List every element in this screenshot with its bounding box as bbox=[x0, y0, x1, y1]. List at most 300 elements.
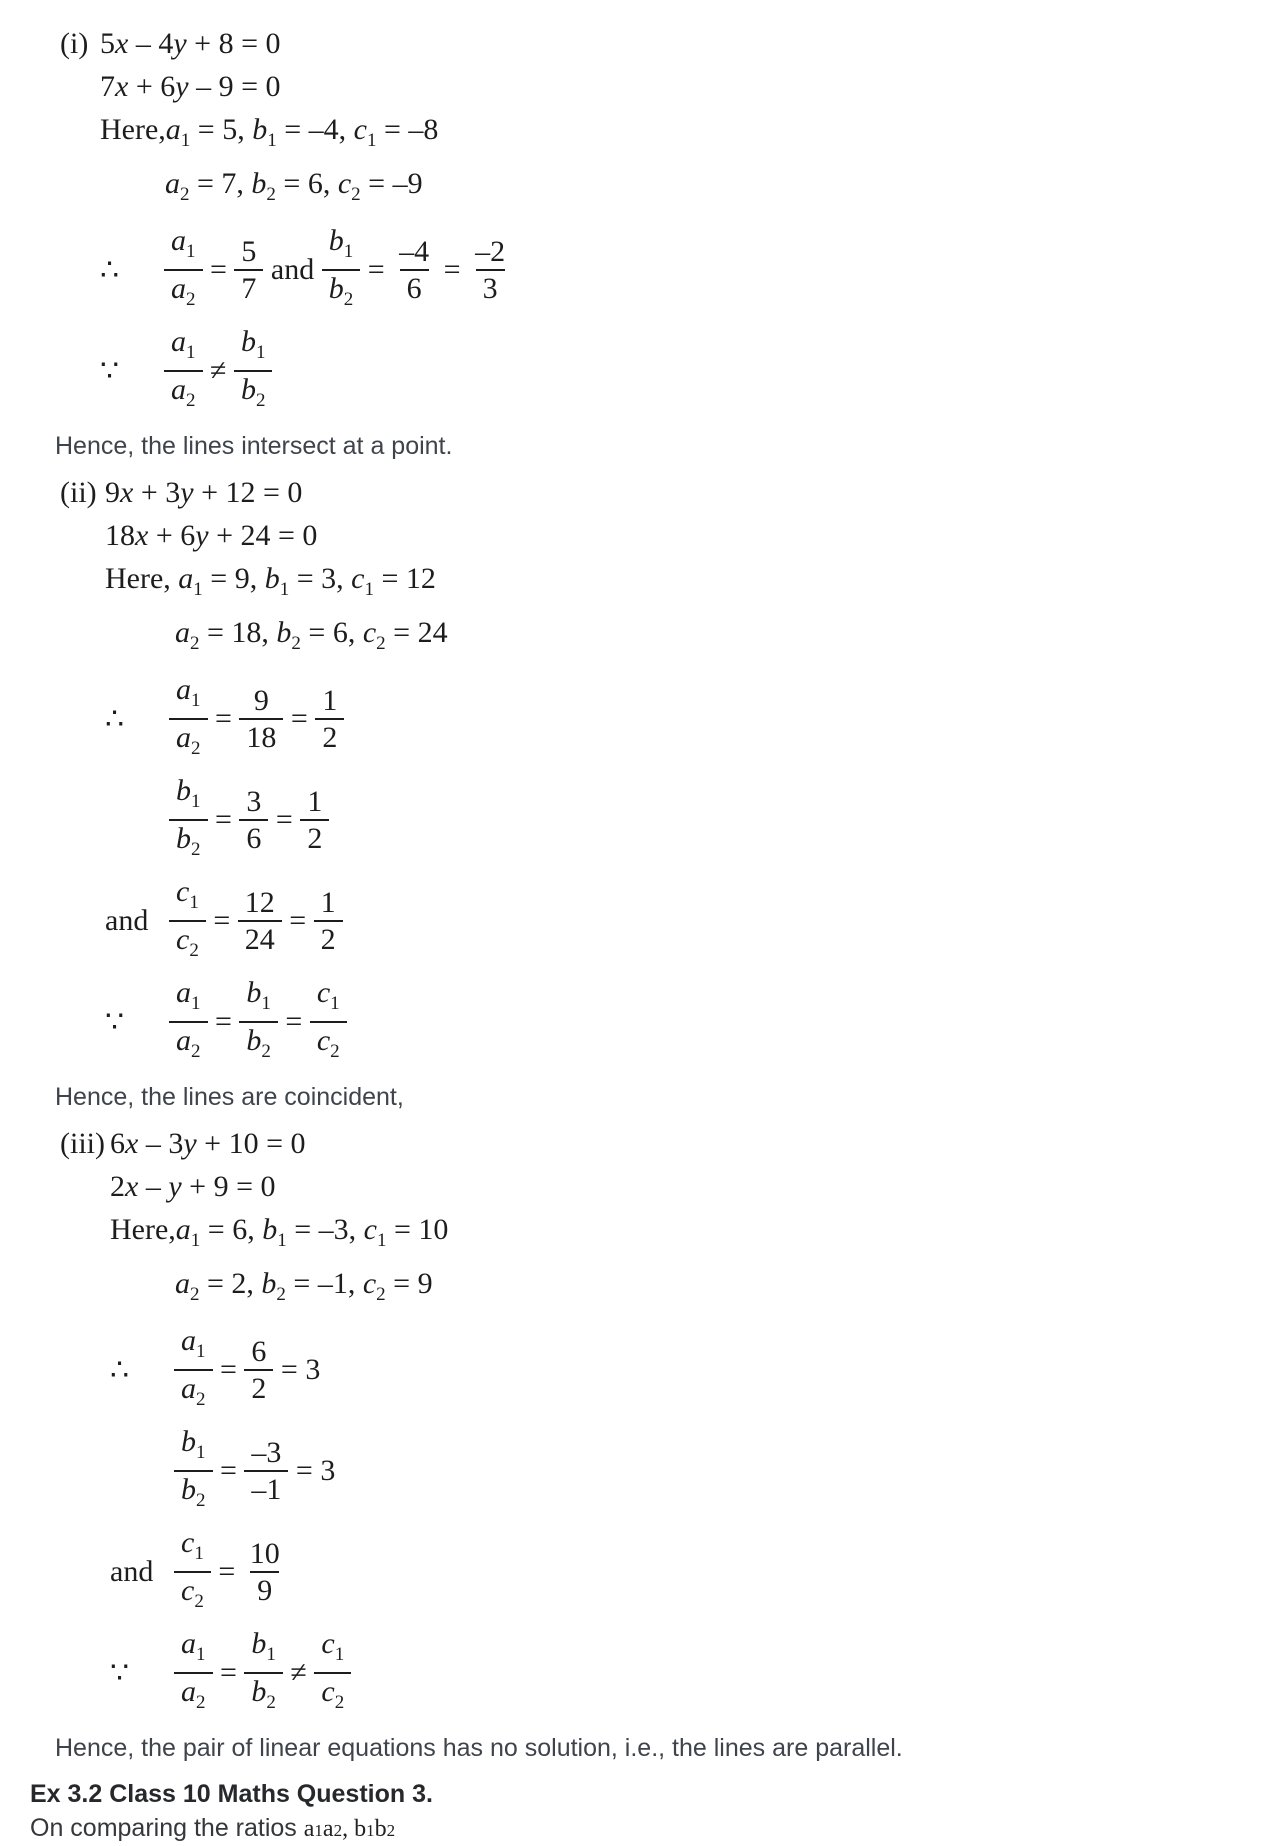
solution-sections bbox=[0, 22, 1275, 1763]
math-fraction bbox=[174, 1626, 213, 1720]
math-token: = bbox=[202, 253, 235, 286]
math-expression bbox=[164, 223, 512, 317]
math-token: = 18, bbox=[199, 616, 277, 649]
math-token: c bbox=[362, 616, 377, 649]
math-token: 1 bbox=[191, 993, 201, 1014]
fraction-numerator bbox=[468, 234, 512, 269]
math-token: 1 bbox=[196, 1644, 206, 1665]
math-token: 2 bbox=[191, 1041, 201, 1062]
math-token: 2 bbox=[110, 1170, 125, 1203]
item-label: (iii) bbox=[60, 1127, 113, 1160]
fraction-numerator bbox=[234, 234, 263, 269]
math-token: 2 bbox=[351, 184, 361, 205]
math-token: 1 bbox=[267, 130, 277, 151]
math-token: a bbox=[303, 1816, 315, 1842]
next-question-footer bbox=[0, 1779, 1275, 1846]
math-token: a bbox=[171, 325, 186, 358]
math-token: = bbox=[205, 904, 238, 937]
math-token: 2 bbox=[266, 1692, 276, 1713]
math-token: 1 bbox=[189, 892, 199, 913]
fraction-denominator bbox=[164, 269, 203, 317]
fraction-denominator bbox=[174, 1369, 213, 1417]
math-row bbox=[0, 162, 1275, 216]
math-token: b bbox=[240, 373, 256, 406]
math-expression bbox=[110, 1127, 306, 1160]
fraction-numerator bbox=[169, 672, 208, 718]
therefore-symbol: ∴ bbox=[100, 253, 120, 287]
math-token: = 9, bbox=[202, 562, 265, 595]
math-fraction bbox=[243, 1536, 287, 1608]
math-token: 2 bbox=[191, 839, 201, 860]
math-token: c bbox=[362, 1267, 377, 1300]
fraction-numerator bbox=[314, 885, 343, 920]
math-expression bbox=[105, 476, 302, 509]
math-token: 2 bbox=[376, 633, 386, 654]
math-token: 2 bbox=[191, 738, 201, 759]
math-token: 9 bbox=[257, 1574, 273, 1607]
math-token: b bbox=[328, 224, 344, 257]
math-token: 2 bbox=[261, 1041, 271, 1062]
math-token: + 24 = 0 bbox=[208, 519, 318, 552]
math-token: + 12 = 0 bbox=[193, 476, 303, 509]
math-token: 2 bbox=[180, 184, 190, 205]
math-row bbox=[0, 557, 1275, 611]
math-expression bbox=[169, 975, 347, 1069]
math-expression bbox=[174, 1323, 320, 1417]
fraction-numerator bbox=[239, 975, 278, 1021]
math-token: b bbox=[328, 272, 344, 305]
math-token: a bbox=[176, 976, 191, 1009]
math-token: Here, bbox=[100, 113, 166, 146]
conclusion-text: Hence, the pair of linear equations has no solution, i.e., the lines are parallel. bbox=[55, 1734, 903, 1762]
math-expression bbox=[164, 324, 272, 418]
math-token: 2 bbox=[291, 633, 301, 654]
math-token: x bbox=[135, 519, 149, 552]
math-fraction bbox=[315, 683, 344, 755]
math-token: 1 bbox=[364, 579, 374, 600]
ratio-expression bbox=[304, 1816, 395, 1842]
math-token: a bbox=[171, 373, 186, 406]
fraction-denominator bbox=[310, 1021, 347, 1069]
math-token: c bbox=[181, 1526, 195, 1559]
math-row bbox=[0, 471, 1275, 514]
fraction-numerator bbox=[174, 1323, 213, 1369]
math-token: x bbox=[125, 1127, 139, 1160]
solution-document bbox=[0, 22, 1275, 1846]
math-token: = 7, bbox=[189, 167, 252, 200]
fraction-numerator bbox=[169, 773, 208, 819]
math-token: = –9 bbox=[360, 167, 423, 200]
math-token: = bbox=[210, 1555, 243, 1588]
math-token: + 6 bbox=[148, 519, 196, 552]
math-token: 7 bbox=[100, 70, 115, 103]
math-token: x bbox=[115, 70, 129, 103]
fraction-denominator bbox=[174, 1470, 213, 1518]
math-fraction bbox=[164, 223, 203, 317]
math-expression bbox=[174, 1525, 287, 1619]
solution-section-ii bbox=[0, 471, 1275, 1112]
fraction-denominator bbox=[400, 269, 429, 306]
math-token: x bbox=[115, 27, 129, 60]
math-fraction bbox=[244, 1626, 283, 1720]
math-row bbox=[0, 65, 1275, 108]
math-token: 1 bbox=[266, 1644, 276, 1665]
math-token: c bbox=[363, 1213, 377, 1246]
fraction-numerator bbox=[244, 1334, 273, 1369]
math-token: 1 bbox=[376, 1230, 387, 1251]
math-fraction bbox=[322, 223, 361, 317]
fraction-denominator bbox=[244, 1369, 273, 1406]
math-row bbox=[0, 1323, 1275, 1417]
fraction-numerator bbox=[322, 223, 361, 269]
math-token: 2 bbox=[307, 822, 323, 855]
math-row bbox=[0, 223, 1275, 317]
math-token: 2 bbox=[196, 1490, 206, 1511]
fraction-numerator bbox=[164, 223, 203, 269]
math-token: 18 bbox=[246, 721, 277, 754]
math-token: c bbox=[181, 1574, 195, 1607]
math-fraction bbox=[174, 1323, 213, 1417]
math-token: 1 bbox=[314, 1821, 323, 1840]
math-token: c bbox=[176, 875, 190, 908]
math-fraction bbox=[239, 975, 278, 1069]
math-expression bbox=[100, 27, 281, 60]
math-fraction bbox=[234, 324, 273, 418]
math-token: a bbox=[178, 562, 194, 595]
math-fraction bbox=[300, 784, 329, 856]
math-row bbox=[0, 773, 1275, 867]
math-token: c bbox=[351, 562, 365, 595]
math-fraction bbox=[164, 324, 203, 418]
math-token: b bbox=[354, 1816, 367, 1842]
math-fraction bbox=[234, 234, 263, 306]
math-token: 2 bbox=[333, 1821, 343, 1840]
math-token: 6 bbox=[110, 1127, 125, 1160]
math-fraction bbox=[244, 1334, 273, 1406]
math-token: 2 bbox=[190, 1284, 200, 1305]
math-token: b bbox=[252, 113, 268, 146]
conclusion-text: Hence, the lines intersect at a point. bbox=[55, 432, 453, 460]
fraction-denominator bbox=[169, 920, 206, 968]
fraction-numerator bbox=[234, 324, 273, 370]
math-token: y bbox=[180, 476, 194, 509]
math-token: c bbox=[353, 113, 367, 146]
question-body bbox=[30, 1813, 1275, 1846]
math-token: 9 bbox=[105, 476, 120, 509]
math-token: + 3 bbox=[133, 476, 181, 509]
math-token: + 8 = 0 bbox=[186, 27, 281, 60]
math-expression bbox=[165, 167, 423, 205]
math-token: Here, bbox=[110, 1213, 176, 1246]
math-token: a bbox=[171, 272, 186, 305]
fraction-denominator bbox=[300, 819, 329, 856]
math-expression bbox=[175, 1267, 433, 1305]
math-token: = 12 bbox=[373, 562, 436, 595]
fraction-numerator bbox=[243, 1536, 287, 1571]
math-token: 24 bbox=[244, 923, 275, 956]
fraction-numerator bbox=[174, 1424, 213, 1470]
fraction-denominator bbox=[239, 1021, 278, 1069]
math-token: 2 bbox=[276, 1284, 286, 1305]
math-fraction bbox=[314, 1626, 351, 1720]
fraction-denominator bbox=[164, 370, 203, 418]
math-expression bbox=[100, 70, 281, 103]
math-token: –4 bbox=[399, 235, 430, 268]
math-row bbox=[0, 611, 1275, 665]
fraction-numerator bbox=[244, 1435, 288, 1470]
math-token: + 6 bbox=[128, 70, 176, 103]
fraction-denominator bbox=[174, 1571, 211, 1619]
math-token: b bbox=[261, 1267, 277, 1300]
math-fraction bbox=[239, 683, 283, 755]
math-token: 1 bbox=[255, 342, 266, 363]
fraction-denominator bbox=[169, 819, 208, 867]
fraction-denominator bbox=[169, 718, 208, 766]
math-expression bbox=[174, 1626, 351, 1720]
math-token: 1 bbox=[194, 1543, 204, 1564]
math-token: = bbox=[436, 253, 469, 286]
math-token: 5 bbox=[100, 27, 115, 60]
math-token: 1 bbox=[322, 684, 338, 717]
math-token: 1 bbox=[320, 886, 336, 919]
math-token: a bbox=[175, 1267, 190, 1300]
math-token: – 9 = 0 bbox=[188, 70, 281, 103]
math-token: y bbox=[183, 1127, 197, 1160]
math-fraction bbox=[310, 975, 347, 1069]
math-token: 2 bbox=[386, 1821, 396, 1840]
math-token: y bbox=[168, 1170, 182, 1203]
math-token: = 3 bbox=[288, 1454, 336, 1487]
math-token: = bbox=[283, 702, 316, 735]
fraction-numerator bbox=[314, 1626, 351, 1672]
math-token: = 9 bbox=[385, 1267, 433, 1300]
math-expression bbox=[110, 1213, 449, 1251]
fraction-numerator bbox=[174, 1626, 213, 1672]
math-token: 1 bbox=[190, 1230, 201, 1251]
math-token: = bbox=[212, 1454, 245, 1487]
math-token: = –3, bbox=[286, 1213, 364, 1246]
math-token: a bbox=[181, 1675, 196, 1708]
math-token: = bbox=[268, 803, 301, 836]
math-expression bbox=[169, 773, 329, 867]
math-token: ≠ bbox=[202, 354, 234, 387]
math-token: 9 bbox=[253, 684, 269, 717]
fraction-numerator bbox=[169, 975, 208, 1021]
math-fraction bbox=[392, 234, 436, 306]
math-token: – 4 bbox=[128, 27, 174, 60]
fraction-denominator bbox=[169, 1021, 208, 1069]
math-token: 3 bbox=[246, 785, 262, 818]
math-token: = bbox=[281, 904, 314, 937]
fraction-numerator bbox=[164, 324, 203, 370]
fraction-numerator bbox=[238, 885, 282, 920]
and-connector: and bbox=[105, 904, 156, 937]
math-token: c bbox=[337, 167, 352, 200]
math-token: = 2, bbox=[199, 1267, 262, 1300]
math-row bbox=[0, 1122, 1275, 1165]
math-row bbox=[0, 672, 1275, 766]
math-fraction bbox=[169, 773, 208, 867]
math-token: 2 bbox=[186, 390, 196, 411]
math-token: 2 bbox=[376, 1284, 386, 1305]
math-token: c bbox=[316, 1024, 331, 1057]
math-token: 1 bbox=[191, 791, 201, 812]
math-token: ≠ bbox=[282, 1656, 315, 1689]
math-row bbox=[0, 108, 1275, 162]
math-token: a bbox=[181, 1372, 196, 1405]
fraction-numerator bbox=[244, 1626, 283, 1672]
math-token: = bbox=[207, 803, 240, 836]
math-row bbox=[0, 1626, 1275, 1720]
fraction-denominator bbox=[314, 920, 343, 957]
math-row bbox=[0, 975, 1275, 1069]
math-token: 10 bbox=[249, 1537, 280, 1570]
math-token: = bbox=[212, 1656, 245, 1689]
fraction-denominator bbox=[238, 920, 282, 957]
math-token: c bbox=[176, 923, 190, 956]
math-token: b bbox=[246, 1024, 262, 1057]
math-token: a bbox=[176, 673, 191, 706]
therefore-symbol: ∴ bbox=[110, 1353, 130, 1387]
math-fraction bbox=[244, 1435, 288, 1507]
because-symbol: ∵ bbox=[100, 354, 120, 388]
math-token: + 10 = 0 bbox=[196, 1127, 306, 1160]
math-token: 1 bbox=[277, 1230, 287, 1251]
math-token: 2 bbox=[196, 1692, 206, 1713]
math-token: b bbox=[246, 976, 262, 1009]
math-token: = 3, bbox=[289, 562, 352, 595]
math-token: c bbox=[321, 1627, 335, 1660]
fraction-denominator bbox=[315, 718, 344, 755]
math-token: 12 bbox=[244, 886, 275, 919]
math-token: = –4, bbox=[276, 113, 354, 146]
fraction-denominator bbox=[314, 1672, 351, 1720]
solution-section-i bbox=[0, 22, 1275, 461]
fraction-denominator bbox=[174, 1672, 213, 1720]
math-token: –2 bbox=[475, 235, 506, 268]
math-token: 6 bbox=[246, 822, 262, 855]
math-token: = 24 bbox=[385, 616, 448, 649]
math-token: b bbox=[240, 325, 256, 358]
because-symbol: ∵ bbox=[105, 1005, 125, 1039]
math-token: b bbox=[181, 1425, 196, 1458]
math-token: = 5, bbox=[190, 113, 253, 146]
math-token: 1 bbox=[279, 579, 290, 600]
math-token: = 6, bbox=[300, 616, 363, 649]
math-token: 1 bbox=[196, 1341, 206, 1362]
fraction-denominator bbox=[234, 370, 273, 418]
fraction-numerator bbox=[392, 234, 436, 269]
math-token: = bbox=[207, 1005, 240, 1038]
item-label: (ii) bbox=[60, 476, 105, 509]
math-expression bbox=[105, 562, 436, 600]
math-fraction bbox=[238, 885, 282, 957]
math-token: = bbox=[360, 253, 393, 286]
math-token: 1 bbox=[180, 130, 191, 151]
math-token: 1 bbox=[366, 130, 377, 151]
fraction-numerator bbox=[247, 683, 276, 718]
math-token: Here, bbox=[105, 562, 179, 595]
fraction-numerator bbox=[169, 874, 206, 920]
math-token: –1 bbox=[251, 1473, 282, 1506]
item-label: (i) bbox=[60, 27, 96, 60]
math-fraction bbox=[174, 1525, 211, 1619]
math-token: 2 bbox=[186, 289, 196, 310]
math-token: c bbox=[316, 976, 331, 1009]
math-token: 1 bbox=[307, 785, 323, 818]
math-token: 3 bbox=[482, 272, 498, 305]
math-token: b bbox=[181, 1473, 196, 1506]
math-row bbox=[0, 324, 1275, 418]
math-token: 1 bbox=[343, 241, 354, 262]
fraction-denominator bbox=[244, 1470, 288, 1507]
question-body-prefix: On comparing the ratios bbox=[30, 1814, 304, 1842]
math-token: 2 bbox=[330, 1041, 340, 1062]
math-token: 1 bbox=[330, 993, 340, 1014]
math-token: 1 bbox=[261, 993, 271, 1014]
math-token: b bbox=[374, 1816, 387, 1842]
math-row bbox=[0, 1424, 1275, 1518]
math-token: x bbox=[125, 1170, 139, 1203]
math-token: 1 bbox=[334, 1644, 345, 1665]
math-token: 2 bbox=[255, 390, 266, 411]
fraction-numerator bbox=[315, 683, 344, 718]
math-token: – bbox=[138, 1170, 169, 1203]
math-token: b bbox=[251, 167, 267, 200]
fraction-denominator bbox=[239, 819, 268, 856]
math-fraction bbox=[174, 1424, 213, 1518]
math-token: and bbox=[263, 253, 322, 286]
math-token: = 6, bbox=[200, 1213, 263, 1246]
conclusion-text: Hence, the lines are coincident, bbox=[55, 1083, 404, 1111]
math-token: y bbox=[173, 27, 187, 60]
math-token: b bbox=[176, 774, 191, 807]
math-token: b bbox=[251, 1675, 267, 1708]
math-token: y bbox=[175, 70, 189, 103]
math-token: 1 bbox=[193, 579, 203, 600]
math-row bbox=[0, 1525, 1275, 1619]
math-token: 6 bbox=[251, 1335, 267, 1368]
therefore-symbol: ∴ bbox=[105, 702, 125, 736]
math-token: 18 bbox=[105, 519, 135, 552]
and-connector: and bbox=[110, 1555, 161, 1588]
fraction-numerator bbox=[300, 784, 329, 819]
math-token: a bbox=[165, 167, 180, 200]
math-token: –3 bbox=[251, 1436, 282, 1469]
math-token: c bbox=[321, 1675, 335, 1708]
math-token: b bbox=[176, 822, 191, 855]
math-token: 1 bbox=[191, 690, 201, 711]
math-fraction bbox=[239, 784, 268, 856]
math-row bbox=[0, 1165, 1275, 1208]
math-token: 1 bbox=[186, 342, 196, 363]
math-token: 2 bbox=[266, 184, 276, 205]
fraction-numerator bbox=[174, 1525, 211, 1571]
because-symbol: ∵ bbox=[110, 1656, 130, 1690]
math-fraction bbox=[314, 885, 343, 957]
math-token: 2 bbox=[189, 940, 199, 961]
math-token: = 6, bbox=[275, 167, 338, 200]
fraction-denominator bbox=[250, 1571, 279, 1608]
math-token: 2 bbox=[343, 289, 354, 310]
math-token: = 3 bbox=[273, 1353, 321, 1386]
math-fraction bbox=[169, 672, 208, 766]
math-token: = bbox=[212, 1353, 245, 1386]
math-expression bbox=[169, 672, 344, 766]
math-token: a bbox=[165, 113, 181, 146]
math-expression bbox=[105, 519, 317, 552]
math-token: a bbox=[181, 1324, 196, 1357]
